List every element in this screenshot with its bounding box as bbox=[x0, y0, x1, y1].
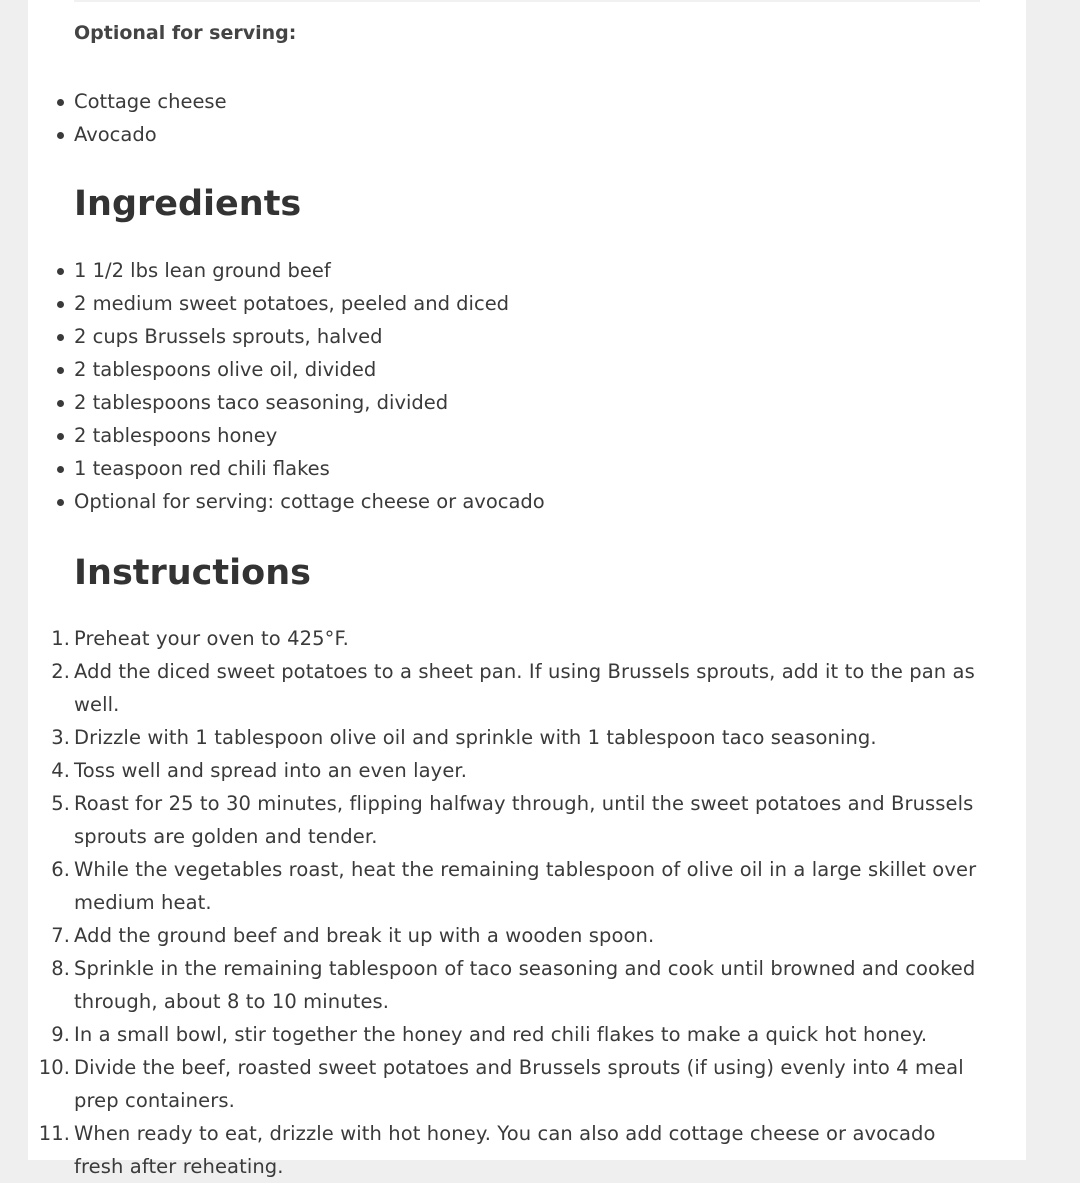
ingredient-item: 1 1/2 lbs lean ground beef bbox=[28, 254, 545, 287]
instruction-step bbox=[28, 853, 988, 919]
ingredient-item: 2 medium sweet potatoes, peeled and diced bbox=[28, 287, 545, 320]
instruction-step bbox=[28, 952, 988, 1018]
instruction-step bbox=[28, 655, 988, 721]
instruction-step bbox=[28, 754, 988, 787]
step-text: Toss well and spread into an even layer. bbox=[74, 759, 468, 782]
step-text: Add the ground beef and break it up with a wooden spoon. bbox=[74, 924, 655, 947]
step-number: 7. bbox=[51, 924, 70, 947]
step-text: In a small bowl, stir together the honey and red chili flakes to make a quick hot honey. bbox=[74, 1023, 928, 1046]
step-text: Drizzle with 1 tablespoon olive oil and sprinkle with 1 tablespoon taco seasoning. bbox=[74, 726, 877, 749]
instruction-step bbox=[28, 1018, 988, 1051]
ingredient-item: 1 teaspoon red chili flakes bbox=[28, 452, 545, 485]
list-item: Avocado bbox=[28, 118, 227, 151]
optional-serving-heading: Optional for serving: bbox=[74, 22, 297, 44]
step-number: 6. bbox=[51, 858, 70, 881]
ingredient-item: 2 tablespoons olive oil, divided bbox=[28, 353, 545, 386]
step-number: 8. bbox=[51, 957, 70, 980]
instruction-step bbox=[28, 787, 988, 853]
step-text: When ready to eat, drizzle with hot honey. You can also add cottage cheese or avocado fresh after reheating. bbox=[74, 1122, 936, 1178]
ingredients-list bbox=[28, 254, 545, 518]
step-number: 3. bbox=[51, 726, 70, 749]
step-number: 11. bbox=[38, 1122, 70, 1145]
step-text: Divide the beef, roasted sweet potatoes and Brussels sprouts (if using) evenly into 4 meal prep containers. bbox=[74, 1056, 964, 1112]
step-text: While the vegetables roast, heat the remaining tablespoon of olive oil in a large skillet over medium heat. bbox=[74, 858, 977, 914]
ingredient-item: 2 tablespoons taco seasoning, divided bbox=[28, 386, 545, 419]
divider bbox=[74, 0, 980, 2]
ingredient-item: 2 cups Brussels sprouts, halved bbox=[28, 320, 545, 353]
step-text: Sprinkle in the remaining tablespoon of taco seasoning and cook until browned and cooked through, about 8 to 10 minutes. bbox=[74, 957, 976, 1013]
recipe-page bbox=[28, 0, 1026, 1178]
step-number: 10. bbox=[38, 1056, 70, 1079]
instructions-list bbox=[28, 622, 988, 1183]
ingredient-item: 2 tablespoons honey bbox=[28, 419, 545, 452]
step-text: Roast for 25 to 30 minutes, flipping halfway through, until the sweet potatoes and Brussels sprouts are golden and tender. bbox=[74, 792, 974, 848]
step-text: Add the diced sweet potatoes to a sheet pan. If using Brussels sprouts, add it to the pan as well. bbox=[74, 660, 975, 716]
list-item: Cottage cheese bbox=[28, 85, 227, 118]
step-number: 4. bbox=[51, 759, 70, 782]
instruction-step bbox=[28, 721, 988, 754]
step-number: 9. bbox=[51, 1023, 70, 1046]
serving-list bbox=[28, 85, 227, 151]
step-number: 5. bbox=[51, 792, 70, 815]
step-number: 2. bbox=[51, 660, 70, 683]
instruction-step bbox=[28, 1117, 988, 1183]
step-text: Preheat your oven to 425°F. bbox=[74, 627, 349, 650]
step-number: 1. bbox=[51, 627, 70, 650]
instruction-step bbox=[28, 1051, 988, 1117]
ingredient-item: Optional for serving: cottage cheese or avocado bbox=[28, 485, 545, 518]
instruction-step bbox=[28, 622, 988, 655]
instruction-step bbox=[28, 919, 988, 952]
ingredients-heading: Ingredients bbox=[74, 184, 302, 224]
instructions-heading: Instructions bbox=[74, 553, 311, 593]
